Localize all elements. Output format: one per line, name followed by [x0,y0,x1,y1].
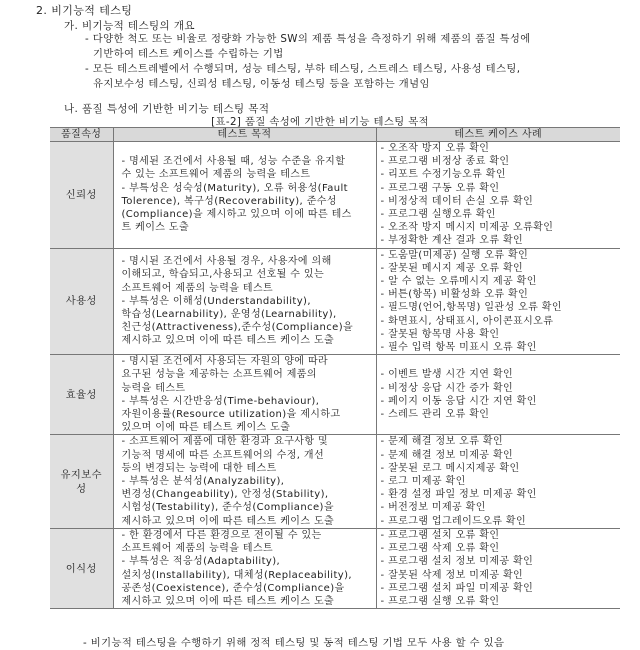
test-cases-cell [376,248,620,355]
purpose-line: - 명시된 조건에서 사용될 경우, 사용자에 의해 [121,256,332,268]
table-row [50,248,620,355]
case-line: - 문제 해결 정보 오류 확인 [380,436,504,448]
case-line: - 프로그램 삭제 오류 확인 [380,543,500,555]
test-purpose-cell [113,355,376,435]
case-line: - 프로그램 실행 오류 확인 [380,595,500,607]
purpose-line: 제시하고 있으며 이에 따른 테스트 케이스 도출 [121,515,335,527]
purpose-line: 트 케이스 도출 [121,222,190,234]
bullet-line: 기반하여 테스트 케이스를 수립하는 기법 [93,47,284,60]
overview-bullet-2 [85,62,520,91]
case-line: - 문제 해결 정보 미제공 확인 [380,449,514,461]
purpose-line: 요구된 성능을 제공하는 소프트웨어 제품의 [121,369,317,381]
attribute-label: 유지보수 [60,468,102,481]
purpose-line: 변경성(Changeability), 안정성(Stability), [121,489,329,501]
case-line: - 로그 미제공 확인 [380,476,466,488]
case-line: - 프로그램 비정상 종료 확인 [380,156,510,168]
purpose-line: - 부특성은 분석성(Analyzability), [121,476,285,488]
test-cases-cell [376,142,620,249]
purpose-line: 소프트웨어 제품의 능력을 테스트 [121,282,274,294]
purpose-line: 제시하고 있으며 이에 따른 테스트 케이스 도출 [121,335,335,347]
case-line: - 프로그램 설치 오류 확인 [380,529,500,541]
subsection-a-heading: 가. 비기능적 테스팅의 개요 [64,20,195,32]
case-line: - 스레드 관리 오류 확인 [380,409,490,421]
section-heading: 2. 비기능적 테스팅 [36,4,133,17]
case-line: - 이벤트 발생 시간 지연 확인 [380,369,514,381]
purpose-line: - 명시된 조건에서 사용되는 자원의 양에 따라 [121,356,329,368]
case-line: - 화면표시, 상태표시, 아이콘표시오류 [380,315,554,327]
case-line: - 부정확한 계산 결과 오류 확인 [380,235,524,247]
purpose-line: - 명세된 조건에서 사용될 때, 성능 수준을 유지할 [121,156,346,168]
case-line: - 잘못된 삭제 정보 미제공 확인 [380,569,524,581]
table-body [50,142,620,609]
case-line: - 프로그램 업그레이드오류 확인 [380,515,527,527]
test-purpose-cell [113,142,376,249]
case-line: - 환경 설정 파일 정보 미제공 확인 [380,489,537,501]
purpose-line: - 부특성은 적응성(Adaptability), [121,556,281,568]
purpose-line: - 부특성은 이해성(Understandability), [121,295,311,307]
bullet-line: 유지보수성 테스팅, 신뢰성 테스팅, 이동성 테스팅 등을 포함하는 개념임 [93,77,430,90]
case-line: - 알 수 없는 오류메시지 제공 확인 [380,276,537,288]
quality-attribute-cell [50,248,113,355]
case-line: - 페이지 이동 응답 시간 지연 확인 [380,395,537,407]
purpose-line: Tolerence), 복구성(Recoverability), 준수성 [121,195,337,207]
purpose-line: - 부특성은 성숙성(Maturity), 오류 허용성(Fault [121,182,348,194]
purpose-line: 친근성(Attractiveness),준수성(Compliance)을 [121,322,354,334]
purpose-line: - 한 환경에서 다른 환경으로 전이될 수 있는 [121,529,322,541]
table-caption: [표-2] 품질 속성에 기반한 비기능 테스팅 목적 [211,116,429,128]
purpose-line: 제시하고 있으며 이에 따른 테스트 케이스 도출 [121,595,335,607]
case-line: - 프로그램 설치 정보 미제공 확인 [380,556,534,568]
test-purpose-cell [113,435,376,528]
case-line: - 도움말(미제공) 실행 오류 확인 [380,249,529,261]
purpose-line: 시험성(Testability), 준수성(Compliance)을 [121,502,334,514]
table-row [50,355,620,435]
purpose-line: 등의 변경되는 능력에 대한 테스트 [121,462,277,474]
test-cases-cell [376,435,620,528]
bullet-line: - 모든 테스트레벨에서 수행되며, 성능 테스팅, 부하 테스팅, 스트레스 테스팅, 사용성 테스팅, [85,63,521,75]
purpose-line: (Compliance)을 제시하고 있으며 이에 따른 테스 [121,209,352,221]
case-line: - 잘못된 항목명 사용 확인 [380,328,500,340]
quality-attribute-table [50,127,620,609]
case-line: - 잘못된 로그 메시지제공 확인 [380,462,520,474]
case-line: - 리포트 수정기능오류 확인 [380,169,506,181]
purpose-line: 설치성(Installability), 대체성(Replaceability), [121,569,352,581]
purpose-line: 능력을 테스트 [121,382,186,394]
attribute-label: 성 [76,482,87,495]
purpose-line: 기능적 명세에 따른 소프트웨어의 수정, 개선 [121,449,325,461]
header-purpose: 테스트 목적 [113,128,376,142]
bullet-line: - 다양한 척도 또는 비율로 정량화 가능한 SW의 제품 특성을 측정하기 위해 제품의 품질 특성에 [85,33,531,45]
table-row [50,528,620,608]
subsection-b-heading: 나. 품질 특성에 기반한 비기능 테스팅 목적 [64,103,270,115]
attribute-label: 사용성 [65,295,97,308]
purpose-line: - 부특성은 시간반응성(Time-behaviour), [121,395,320,407]
case-line: - 필수 입력 항목 미표시 오류 확인 [380,342,537,354]
test-purpose-cell [113,248,376,355]
attribute-label: 효율성 [65,388,97,401]
footer-note: - 비기능적 테스팅을 수행하기 위해 정적 테스팅 및 동적 테스팅 기법 모두 사용 할 수 있음 [83,637,505,649]
quality-attribute-cell [50,528,113,608]
overview-bullet-1 [85,32,531,61]
purpose-line: 있으며 이에 따른 테스트 케이스 도출 [121,422,291,434]
quality-attribute-cell [50,355,113,435]
table-header-row [50,128,620,142]
purpose-line: 수 있는 소프트웨어 제품의 능력을 테스트 [121,169,311,181]
purpose-line: 소프트웨어 제품의 능력을 테스트 [121,543,274,555]
quality-attribute-cell [50,142,113,249]
case-line: - 비정상적 데이터 손실 오류 확인 [380,195,534,207]
case-line: - 오조작 방지 오류 확인 [380,143,490,154]
case-line: - 잘못된 메시지 제공 오류 확인 [380,262,524,274]
attribute-label: 이식성 [65,562,97,575]
case-line: - 프로그램 설치 파일 미제공 확인 [380,582,534,594]
purpose-line: - 소프트웨어 제품에 대한 환경과 요구사항 및 [121,436,329,448]
purpose-line: 이해되고, 학습되고,사용되고 선호될 수 있는 [121,269,325,281]
purpose-line: 학습성(Learnability), 운영성(Learnability), [121,309,337,321]
test-cases-cell [376,528,620,608]
header-attribute: 품질속성 [50,128,113,142]
attribute-label: 신뢰성 [65,188,97,201]
case-line: - 버튼(항목) 비활성화 오류 확인 [380,289,529,301]
case-line: - 필드명(언어,항목명) 일관성 오류 확인 [380,302,562,314]
quality-attribute-cell [50,435,113,528]
purpose-line: 공존성(Coexistence), 준수성(Compliance)을 [121,582,345,594]
case-line: - 프로그램 구동 오류 확인 [380,182,500,194]
table-row [50,435,620,528]
case-line: - 비정상 응답 시간 증가 확인 [380,382,514,394]
test-cases-cell [376,355,620,435]
case-line: - 버전정보 미제공 확인 [380,502,486,514]
test-purpose-cell [113,528,376,608]
table-row [50,142,620,249]
case-line: - 오조작 방지 메시지 미제공 오류확인 [380,222,554,234]
purpose-line: 자원이용률(Resource utilization)을 제시하고 [121,409,341,421]
case-line: - 프로그램 실행오류 확인 [380,209,496,221]
header-cases: 테스트 케이스 사례 [376,128,620,142]
